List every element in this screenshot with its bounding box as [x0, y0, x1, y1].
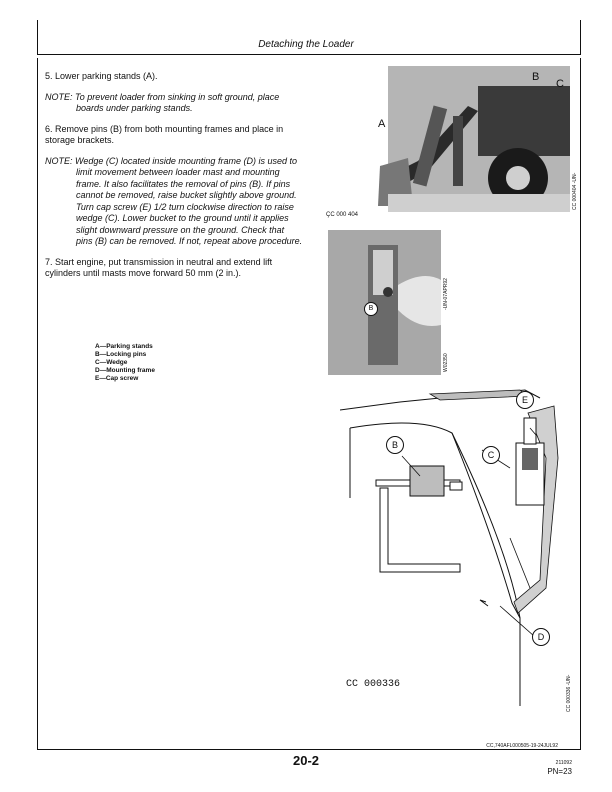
footer-code: CC,740AFL000505-19-24JUL92 — [486, 743, 558, 749]
note-2-text: Wedge (C) located inside mounting frame (D) is used to limit movement between loader mast and mounting frame. It also facilitates the removal of pins (B). If pins cannot be removed, raise bucket slightly above ground. Turn cap screw (E) 1/2 turn clockwise direction to raise wedge (C). Lower bucket to the ground until it applies slight downward pressure on the ground. Check that pins (B) can be removed. If not, repeat above procedure. — [75, 155, 303, 246]
instructions — [45, 71, 303, 289]
legend-item: B—Locking pins — [95, 351, 147, 358]
drawing-art — [340, 388, 570, 708]
note-1-text: To prevent loader from sinking in soft ground, place boards under parking stands. — [75, 91, 280, 113]
note-1 — [45, 92, 303, 115]
pin-photo-art — [328, 230, 441, 375]
note-1-tag: NOTE: — [45, 91, 73, 102]
legend-item: C—Wedge — [95, 359, 128, 366]
pin-photo — [328, 230, 441, 375]
step-6: 6. Remove pins (B) from both mounting frames and place in storage brackets. — [45, 123, 284, 145]
loader-photo — [328, 66, 570, 212]
callout-a: A — [378, 118, 386, 130]
photo1-side-caption: CC 000404 -UN- — [572, 172, 578, 210]
legend — [95, 343, 155, 383]
step-5: 5. Lower parking stands (A). — [45, 71, 158, 81]
body-bottom-rule — [37, 749, 581, 750]
note-2 — [45, 156, 303, 248]
callout-b-photo: B — [364, 302, 378, 316]
callout-b-drawing: B — [386, 436, 404, 454]
callout-b: B — [532, 71, 540, 83]
mounting-frame-drawing — [340, 388, 570, 708]
page-number: 20-2 — [292, 753, 320, 768]
callout-c-drawing: C — [482, 446, 500, 464]
drawing-caption: CC 000336 — [346, 679, 401, 690]
footer-date: 211092 — [555, 760, 572, 766]
drawing-side-caption: CC 000336 -UN- — [566, 674, 572, 712]
page-title: Detaching the Loader — [258, 39, 354, 50]
callout-e: E — [516, 391, 534, 409]
header-bottom-rule — [37, 54, 581, 55]
loader-photo-art — [328, 66, 570, 212]
note-2-tag: NOTE: — [45, 155, 73, 166]
photo2-side-caption-a: -UN-07APR92 — [443, 278, 449, 310]
body-left-rule — [37, 58, 38, 750]
photo2-side-caption-b: W02350 — [443, 353, 449, 372]
step-7: 7. Start engine, put transmission in neutral and extend lift cylinders until masts move forward 50 mm (2 in.). — [45, 256, 273, 278]
callout-d: D — [532, 628, 550, 646]
legend-item: D—Mounting frame — [95, 367, 155, 374]
legend-item: A—Parking stands — [95, 343, 153, 350]
body-right-rule — [580, 58, 581, 750]
legend-item: E—Cap screw — [95, 375, 139, 382]
footer-pn: PN=23 — [547, 767, 572, 776]
callout-c: C — [556, 78, 564, 90]
photo1-caption: ÇC 000 404 — [326, 212, 359, 218]
